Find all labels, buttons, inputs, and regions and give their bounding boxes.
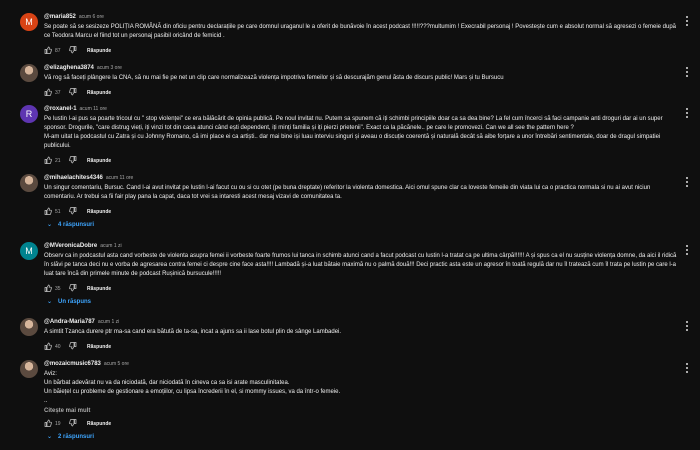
avatar[interactable] — [20, 242, 38, 260]
reply-button[interactable]: Răspunde — [87, 286, 112, 292]
show-replies-button[interactable] — [44, 433, 680, 443]
comment-text: Pe lustin l-ai pus sa poarte tricoul cu " stop violenței" ce era bălăcărit de opinia publică. Pe noul invitat nu. Putem sa spunem că iți schimbi principiile doar ca sa dea bine? La fel cum încerci să faci campanie anti droguri dar ai un super sponsor. Drogurile, "care distrug vieți, iți vinzi tot din casa atunci când ești dependent, iți minți familia și iți pierzi prietenii". Exact ca la păcănele.. pe care le promovezi. Can we all see the pattern here ? M-am uitat la podcastul cu Zatra și cu Johnny Romano, că imi place ei ca artiști.. dar mai bine iși luau interviu singuri și aveau o discuție coerentă și naturală decât să aibe forțare a unor întrebări sentimentale, doar de dragul simpatiei publicului. — [44, 116, 663, 149]
more-options-icon[interactable] — [686, 245, 688, 255]
dislike-button[interactable] — [69, 342, 77, 352]
more-options-icon[interactable] — [686, 16, 688, 26]
thumbs-up-icon — [44, 419, 52, 427]
more-options-icon[interactable] — [686, 108, 688, 118]
comment-author[interactable]: @roxanel-1 — [44, 106, 77, 112]
comment-text: Un singur comentariu, Bursuc. Cand l-ai avut invitat pe lustin l-ai facut cu ou si cu otet (pe buna dreptate) referitor la violenta domestica. Aici omul spune clar ca loveste femeile din viata lui ca o practica normala si nu ai avut niciun comentariu. Ar trebui sa fii fair play pana la capat, daca tot vrei sa intaresti acest mesaj vizavi de comunitatea ta. — [44, 185, 651, 200]
comment-actions — [44, 46, 680, 56]
comment-text: A simtit Tzanca durere ptr ma-sa cand era bătută de ta-sa, incat a ajuns sa ii lase botul plin de sânge Lambadei. — [44, 329, 342, 335]
like-button[interactable] — [44, 46, 52, 56]
dislike-button[interactable] — [69, 284, 77, 294]
comment-author[interactable]: @MVeronicaDobre — [44, 243, 98, 249]
thumbs-down-icon — [69, 46, 77, 54]
like-count: 51 — [55, 209, 61, 215]
avatar-letter: M — [25, 17, 33, 27]
thumbs-down-icon — [69, 88, 77, 96]
read-more-link[interactable]: Citește mai mult — [44, 408, 91, 414]
comment-header — [44, 174, 680, 182]
comment-actions — [44, 284, 680, 294]
comment-header — [44, 360, 680, 368]
comment-author[interactable]: @Andra-Maria787 — [44, 319, 95, 325]
replies-count: 4 răspunsuri — [58, 222, 95, 228]
like-count: 35 — [55, 286, 61, 292]
thumbs-down-icon — [69, 207, 77, 215]
comment-text: Vă rog să faceți plângere la CNA, să nu mai fie pe net un clip care normalizează violența impotriva femeilor și să descurajăm genul ăsta de discurs public! Mars și tu Bursucu — [44, 75, 504, 81]
dislike-button[interactable] — [69, 88, 77, 98]
like-count: 40 — [55, 344, 61, 350]
comment-header — [44, 242, 680, 250]
replies-count: 2 răspunsuri — [58, 434, 95, 440]
like-button[interactable] — [44, 88, 52, 98]
avatar[interactable] — [20, 360, 38, 378]
comment-actions — [44, 88, 680, 98]
comment-header — [44, 13, 680, 21]
comment-actions — [44, 207, 680, 217]
comment-time[interactable]: acum 1 zi — [97, 319, 120, 325]
comment-author[interactable]: @mihaelachites4346 — [44, 175, 103, 181]
comment-time[interactable]: acum 11 ore — [105, 175, 134, 181]
comment-header — [44, 318, 680, 326]
thumbs-down-icon — [69, 284, 77, 292]
more-options-icon[interactable] — [686, 363, 688, 373]
thumbs-up-icon — [44, 284, 52, 292]
thumbs-down-icon — [69, 342, 77, 350]
comment-author[interactable]: @mozaicmusic6783 — [44, 361, 101, 367]
like-button[interactable] — [44, 156, 52, 166]
reply-button[interactable]: Răspunde — [87, 209, 112, 215]
thumbs-up-icon — [44, 46, 52, 54]
like-count: 21 — [55, 158, 61, 164]
like-button[interactable] — [44, 342, 52, 352]
comment-time[interactable]: acum 1 zi — [100, 243, 122, 249]
show-replies-button[interactable] — [44, 298, 680, 308]
avatar[interactable] — [20, 64, 38, 82]
comment-time[interactable]: acum 6 ore — [78, 14, 104, 20]
dislike-button[interactable] — [69, 46, 77, 56]
comment-author[interactable]: @elizaghena3874 — [44, 65, 94, 71]
thumbs-up-icon — [44, 207, 52, 215]
more-options-icon[interactable] — [686, 67, 688, 77]
comment-actions — [44, 419, 680, 429]
comment-header — [44, 105, 680, 113]
comment-time[interactable]: acum 11 ore — [79, 106, 107, 112]
comment-actions — [44, 156, 680, 166]
comment-header — [44, 64, 680, 72]
reply-button[interactable]: Răspunde — [87, 421, 112, 427]
chevron-down-icon: ⌄ — [47, 222, 53, 228]
comment-text: Se poate să se sesizeze POLIȚIA ROMÂNĂ din oficiu pentru declarațiile pe care domnul uraganul le a oferit de bunăvoie în acest podcast !!!!!???multumim ! Execrabil personaj ! Povestește cum e absolut normal să agresezi o femeie după ce Teodora Marcu el fiind tot un personaj pasibil oricând de femicid . — [44, 24, 677, 39]
reply-button[interactable]: Răspunde — [87, 158, 112, 164]
like-button[interactable] — [44, 419, 52, 429]
more-options-icon[interactable] — [686, 177, 688, 187]
avatar-letter: M — [25, 246, 33, 256]
dislike-button[interactable] — [69, 207, 77, 217]
dislike-button[interactable] — [69, 156, 77, 166]
avatar[interactable] — [20, 318, 38, 336]
comment-time[interactable]: acum 5 ore — [103, 361, 129, 367]
chevron-down-icon: ⌄ — [47, 434, 53, 440]
chevron-down-icon: ⌄ — [47, 299, 53, 305]
like-button[interactable] — [44, 284, 52, 294]
thumbs-down-icon — [69, 419, 77, 427]
like-button[interactable] — [44, 207, 52, 217]
comment-actions — [44, 342, 680, 352]
comment-author[interactable]: @maria852 — [44, 14, 76, 20]
reply-button[interactable]: Răspunde — [87, 90, 112, 96]
reply-button[interactable]: Răspunde — [87, 48, 112, 54]
thumbs-up-icon — [44, 342, 52, 350]
avatar-letter: R — [25, 109, 33, 119]
comment-text: Aviz: Un bărbat adevărat nu va da niciodată, dar niciodată în cineva ca sa isi arate masculinitatea. Un băiețel cu probleme de gestionare a emoțiilor, cu lipsa încrederii în el, si mommy issues, va da într-o femeie. .. — [44, 371, 341, 404]
dislike-button[interactable] — [69, 419, 77, 429]
reply-button[interactable]: Răspunde — [87, 344, 112, 350]
like-count: 19 — [55, 421, 61, 427]
like-count: 37 — [55, 90, 61, 96]
thumbs-down-icon — [69, 156, 77, 164]
show-replies-button[interactable] — [44, 221, 680, 231]
replies-count: Un răspuns — [58, 299, 92, 305]
avatar[interactable] — [20, 105, 38, 123]
thumbs-up-icon — [44, 88, 52, 96]
like-count: 87 — [55, 48, 61, 54]
avatar[interactable] — [20, 13, 38, 31]
more-options-icon[interactable] — [686, 321, 688, 331]
thumbs-up-icon — [44, 156, 52, 164]
comment-text: Observ ca in podcastul asta cand vorbeste de violenta asupra femei ii vorbeste foarte frumos lui tanca in schimb atunci cand a facut podcast cu lustin l-a tratat ca pe ultima cârpă!!!!!! A și spus ca el nu susține violența domne, da aici il ridică în slăvi pe tanca deci nu e vorba de agresarea contra femei ci despre cine face asta!!!! Lambadă și-a luat bătaie maximă nu o palmă două!!! Deci practic asta este un agresor în toată regulă dar nu îl tratează cum îl trata pe lustin pe care l-a luat tare încă din primele minute de podcast Rușinică bursucule!!!!! — [44, 253, 677, 277]
avatar[interactable] — [20, 174, 38, 192]
comment-time[interactable]: acum 3 ore — [96, 65, 122, 71]
